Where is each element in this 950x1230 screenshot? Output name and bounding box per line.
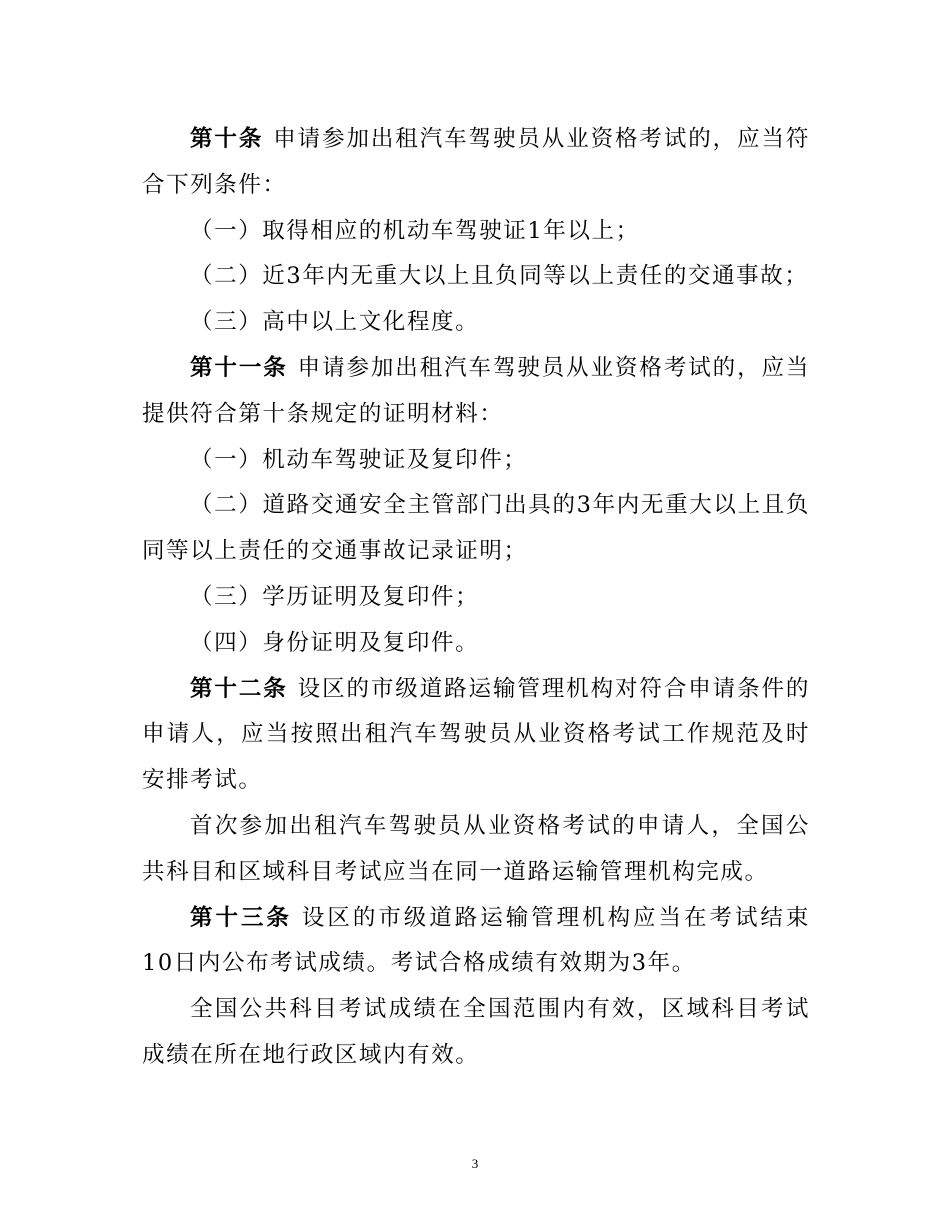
paragraph: 首次参加出租汽车驾驶员从业资格考试的申请人，全国公共科目和区域科目考试应当在同一道路运输管理机构完成。	[142, 812, 810, 885]
list-item: （二）近3年内无重大以上且负同等以上责任的交通事故；	[190, 263, 809, 290]
list-item: （三）高中以上文化程度。	[190, 309, 480, 336]
paragraph-text: 申请参加出租汽车驾驶员从业资格考试的，应当提供符合第十条规定的证明材料：	[142, 354, 810, 427]
page-number: 3	[471, 1156, 479, 1171]
paragraph-article-10	[142, 117, 810, 209]
paragraph-text: 申请参加出租汽车驾驶员从业资格考试的，应当符合下列条件：	[142, 126, 810, 198]
article-number: 第十三条	[190, 904, 292, 931]
article-number: 第十一条	[190, 354, 288, 381]
document-body	[142, 117, 810, 1079]
list-item: （二）道路交通安全主管部门出具的3年内无重大以上且负同等以上责任的交通事故记录证明；	[142, 492, 810, 565]
article-number: 第十二条	[190, 675, 288, 702]
list-item: （一）取得相应的机动车驾驶证1年以上；	[190, 217, 640, 244]
article-number: 第十条	[190, 126, 264, 152]
paragraph-article-11	[142, 346, 810, 438]
paragraph: 全国公共科目考试成绩在全国范围内有效，区域科目考试成绩在所在地行政区域内有效。	[142, 996, 810, 1068]
list-item: （三）学历证明及复印件；	[190, 583, 480, 610]
paragraph-article-12	[142, 667, 810, 804]
paragraph-text: 设区的市级道路运输管理机构应当在考试结束10日内公布考试成绩。考试合格成绩有效期为3年。	[142, 904, 810, 977]
paragraph-text: 设区的市级道路运输管理机构对符合申请条件的申请人，应当按照出租汽车驾驶员从业资格考试工作规范及时安排考试。	[142, 675, 810, 794]
list-item: （四）身份证明及复印件。	[190, 629, 480, 656]
list-item: （一）机动车驾驶证及复印件；	[190, 446, 528, 473]
paragraph-article-13	[142, 896, 810, 988]
